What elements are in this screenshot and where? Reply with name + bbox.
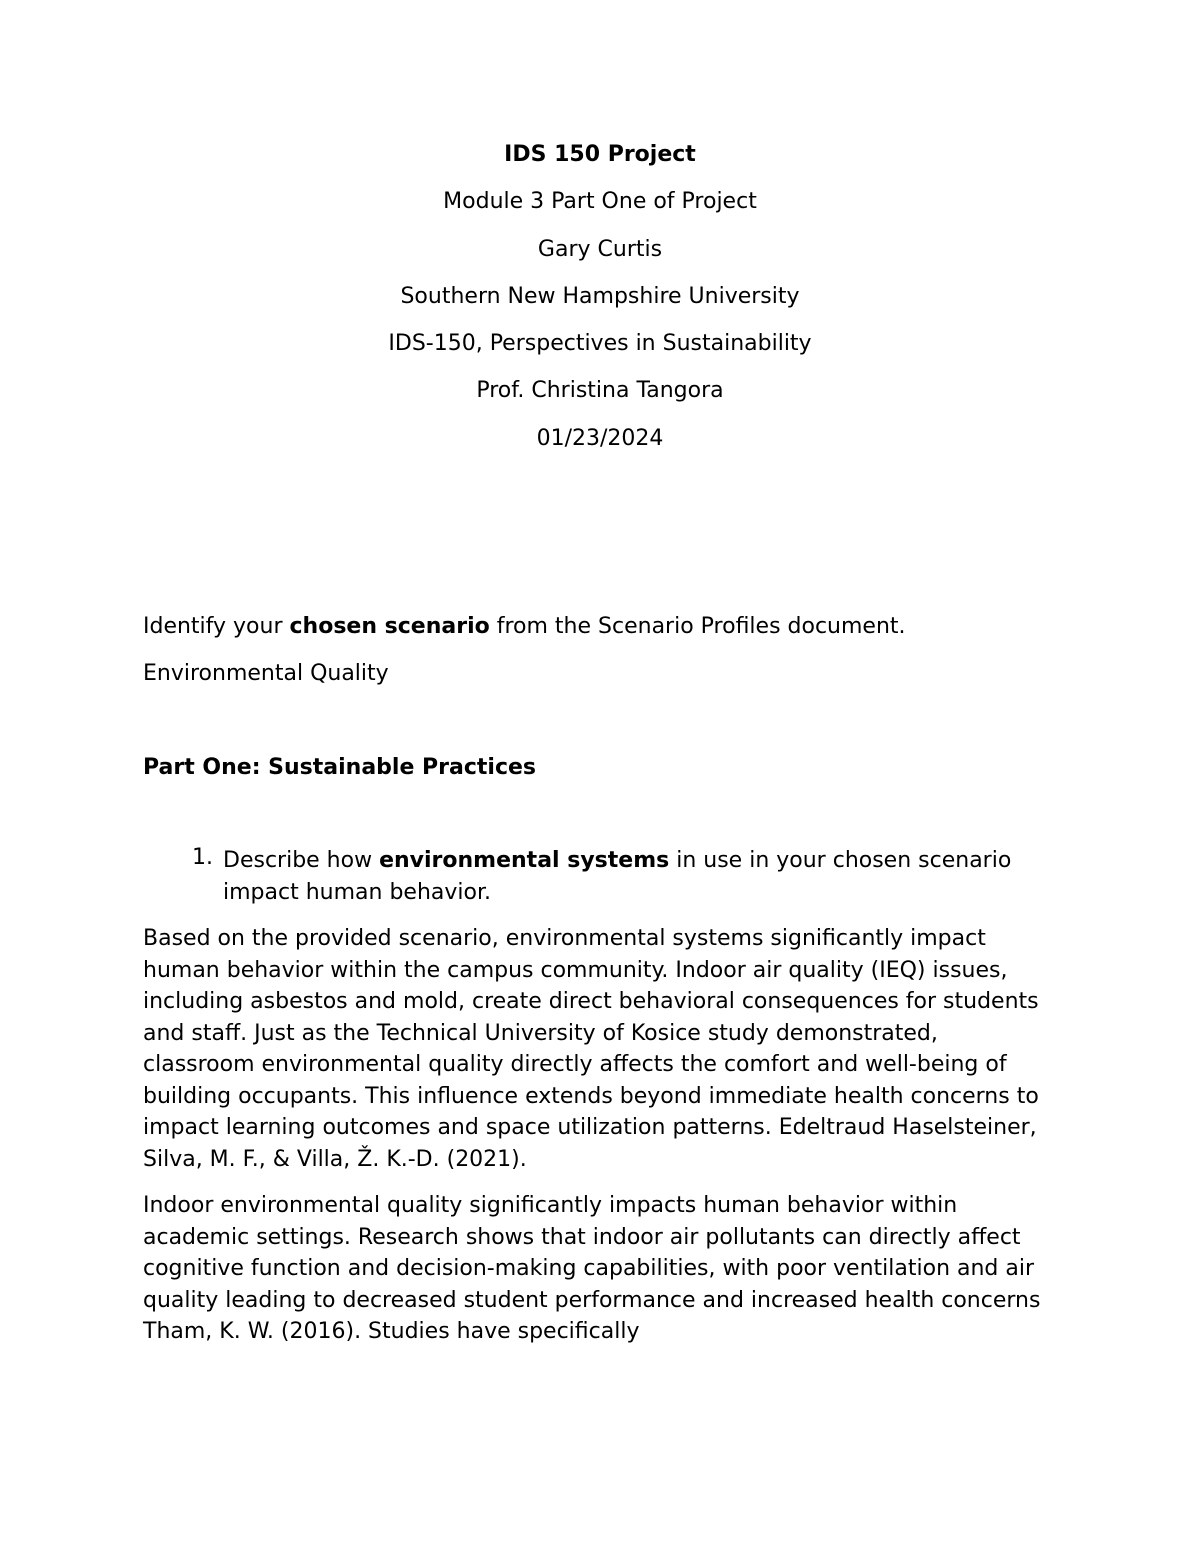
- list-item: [143, 845, 1063, 923]
- document-body: [143, 610, 1063, 1363]
- module-line: Module 3 Part One of Project: [443, 189, 757, 215]
- institution-name: Southern New Hampshire University: [400, 283, 800, 309]
- answer-paragraph-1: Based on the provided scenario, environmental systems significantly impact human behavior within the campus community. Indoor air quality (IEQ) issues, including asbestos and mold, create direct behavioral consequences for students and staff. Just as the Technical University of Kosice study demonstrated, classroom environmental quality directly affects the comfort and well-being of building occupants. This influence extends beyond immediate health concerns to impact learning outcomes and space utilization patterns. Edeltraud Haselsteiner, Silva, M. F., & Villa, Ž. K.-D. (2021).: [143, 926, 1039, 1172]
- document-date: 01/23/2024: [536, 425, 664, 451]
- question-before: Describe how: [223, 848, 380, 873]
- professor-name: Prof. Christina Tangora: [476, 378, 724, 404]
- answer-paragraph-2: Indoor environmental quality significantly impacts human behavior within academic settings. Research shows that indoor air pollutants can directly affect cognitive function and decision-making capabilities, with poor ventilation and air quality leading to decreased student performance and increased health concerns Tham, K. W. (2016). Studies have specifically: [143, 1193, 1041, 1344]
- scenario-prompt-bold: chosen scenario: [289, 614, 490, 639]
- course-name: IDS-150, Perspectives in Sustainability: [388, 331, 812, 357]
- question-bold: environmental systems: [379, 848, 670, 873]
- document-title: IDS 150 Project: [504, 142, 696, 167]
- scenario-prompt: [143, 610, 1063, 657]
- question-text: [223, 845, 1063, 923]
- title-page-block: [0, 138, 1200, 469]
- scenario-prompt-before: Identify your: [143, 614, 290, 639]
- scenario-answer: Environmental Quality: [143, 661, 389, 686]
- scenario-prompt-after: from the Scenario Profiles document.: [489, 614, 906, 639]
- list-number: 1.: [192, 845, 213, 870]
- author-name: Gary Curtis: [537, 236, 663, 262]
- question-after: in use in your chosen scenario impact human behavior.: [223, 848, 1012, 905]
- part-one-heading: Part One: Sustainable Practices: [143, 755, 537, 780]
